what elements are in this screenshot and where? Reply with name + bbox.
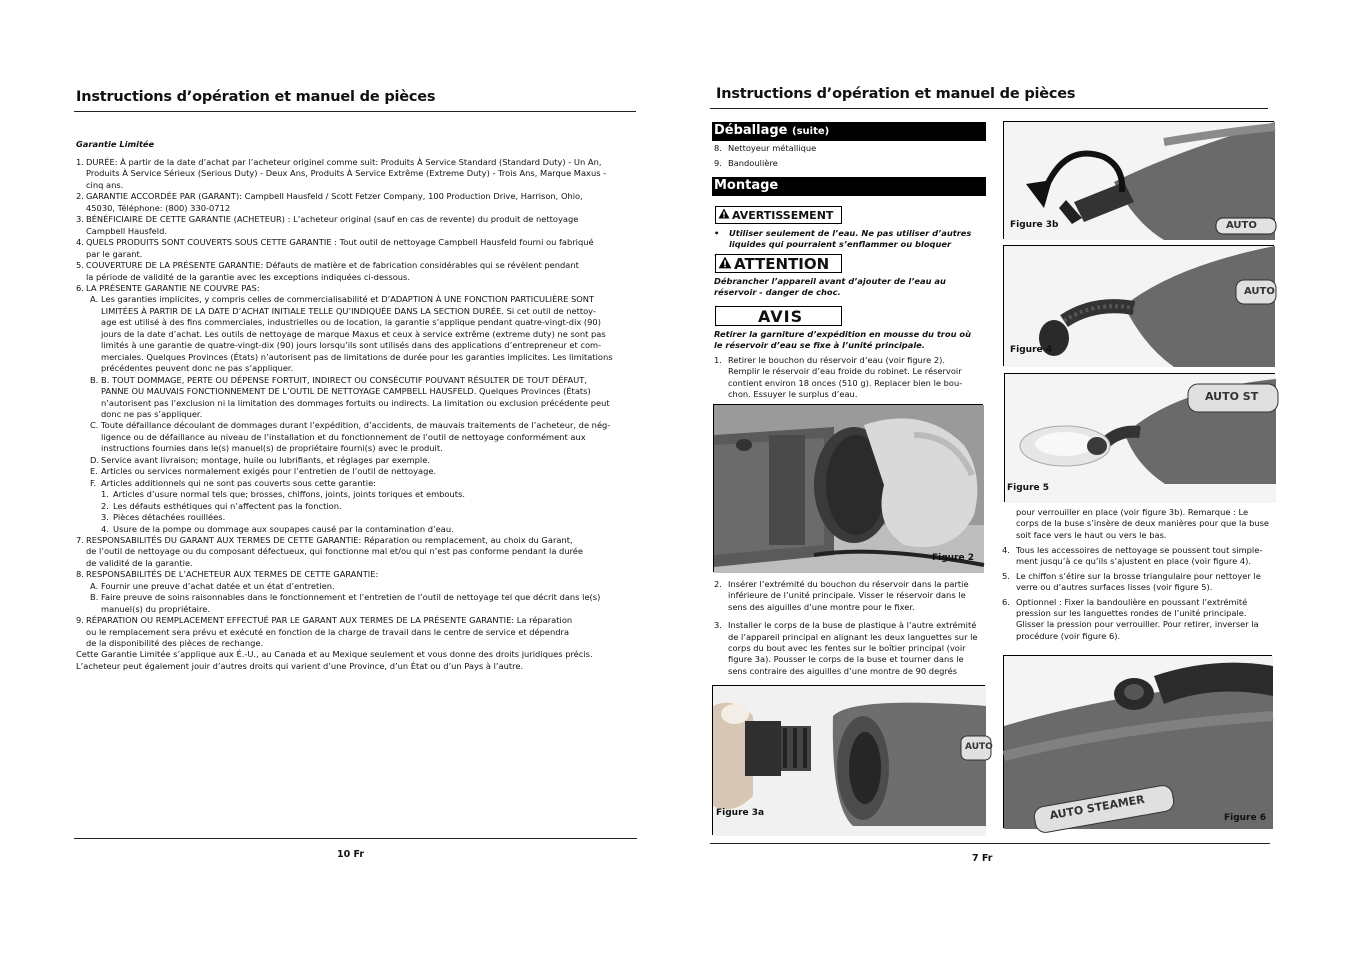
warranty-subitem: [76, 478, 636, 489]
step-item: [714, 158, 984, 169]
warranty-item-text-line: par le garant.: [86, 248, 143, 259]
avis-line: le réservoir d’eau se fixe à l’unité principale.: [714, 340, 925, 351]
warranty-subitem-text-line: précédentes peuvent donc ne pas s’appliquer.: [101, 363, 294, 374]
warranty-item-text: [86, 191, 636, 214]
warranty-subsubitem: [76, 489, 636, 500]
warning-triangle-icon: [718, 208, 730, 222]
warning-triangle-icon: [718, 255, 732, 273]
warranty-item-text-line: DURÉE: À partir de la date d’achat par l’acheteur originel comme suit: Produits À Service Standard (Standard Duty) - Un An,: [86, 157, 602, 167]
warranty-item-text-line: BÉNÉFICIAIRE DE CETTE GARANTIE (ACHETEUR) : L’acheteur original (sauf en cas de revente) du produit de nettoyage: [86, 214, 579, 225]
step-line: de l’appareil principal en alignant les deux languettes sur le: [728, 631, 978, 642]
step-text: [1016, 571, 1277, 594]
figure-4-caption: Figure 4: [1010, 345, 1053, 355]
warranty-subsubitem-number: 4.: [101, 523, 109, 534]
warranty-item-number: 2.: [76, 191, 84, 202]
step-text: [728, 355, 986, 401]
figure-6: [1003, 655, 1272, 828]
warranty-subitem-text-line: PANNE OU MAUVAIS FONCTIONNEMENT DE L’OUTIL DE NETTOYAGE CAMPBELL HAUSFELD. Quelques Provinces (États): [101, 386, 591, 397]
avis-box: [715, 306, 842, 326]
step-line: ment jusqu’à ce qu’ils s’ajustent en place (voir figure 4).: [1016, 556, 1251, 567]
warranty-subsubitem-text: Usure de la pompe ou dommage aux soupapes causé par la contamination d’eau.: [113, 523, 454, 534]
figure-5-caption: Figure 5: [1007, 483, 1050, 493]
warranty-subitem-text: [101, 375, 636, 421]
warranty-item-text-line: cinq ans.: [86, 179, 124, 190]
warranty-item-text: [86, 283, 636, 294]
figure-3b-brand: AUTO: [1226, 220, 1257, 231]
warranty-subitem-text-line: Service avant livraison; montage, huile ou lubrifiants, et réglages par exemple.: [101, 454, 430, 465]
figure-3b: [1003, 121, 1274, 239]
warranty-subitem-text-line: manuel(s) du propriétaire.: [101, 603, 210, 614]
step-number: 3.: [714, 620, 722, 631]
warranty-item: [76, 237, 636, 260]
step-item: [1002, 597, 1277, 643]
warranty-subitem-text-line: instructions fournies dans le(s) manuel(s) de propriétaire fourni(s) avec le produit.: [101, 443, 443, 454]
warranty-subitem: [76, 581, 636, 592]
warranty-item-text-line: la période de validité de la garantie avec les exceptions indiquées ci-dessous.: [86, 271, 410, 282]
warranty-item-text: [86, 237, 636, 260]
warranty-subitem: [76, 592, 636, 615]
step-line: Nettoyeur métallique: [728, 143, 817, 153]
warranty-subitem-letter: A.: [90, 580, 99, 591]
attention-label: ATTENTION: [734, 254, 830, 273]
warranty-item: [76, 615, 636, 649]
figure-4-brand: AUTO: [1244, 286, 1275, 297]
right-page-number: 7 Fr: [972, 853, 993, 864]
warranty-item: [76, 283, 636, 294]
deballage-suffix: (suite): [792, 126, 830, 137]
step-text: [1016, 597, 1277, 643]
deballage-list: [714, 143, 984, 170]
warranty-subitem-text-line: donc ne pas s’appliquer.: [101, 408, 203, 419]
warranty-subsubitem-number: 1.: [101, 489, 109, 500]
warranty-item-text-line: de la disponibilité des pièces de rechange.: [86, 638, 264, 649]
step-line: Insérer l’extrémité du bouchon du réservoir dans la partie: [728, 579, 969, 589]
warranty-item-text-line: LA PRÉSENTE GARANTIE NE COUVRE PAS:: [86, 282, 260, 293]
avertissement-text: [729, 228, 987, 251]
warranty-subsubitem: [76, 501, 636, 512]
warranty-subitem-text-line: jours de la date d’achat. Les outils de nettoyage de marque Maxus et ceux à service extrême (extreme duty) ne sont pas: [101, 328, 606, 339]
continuation-line: corps de la buse s’insère de deux manières pour que la buse: [1016, 518, 1270, 529]
warranty-subitem-text: [101, 466, 636, 477]
warranty-subitem-text-line: Faire preuve de soins raisonnables dans le fonctionnement et l’entretien de l’outil de nettoyage tel que décrit dans le(s): [101, 592, 601, 603]
step-line: Retirer le bouchon du réservoir d’eau (voir figure 2).: [728, 355, 945, 365]
figure-5: [1004, 373, 1275, 502]
warranty-item-text-line: de validité de la garantie.: [86, 557, 193, 568]
warranty-subitem-letter: B.: [90, 374, 99, 385]
attention-box: [715, 254, 842, 273]
warranty-subsubitem-text: Les défauts esthétiques qui n’affectent pas la fonction.: [113, 500, 342, 511]
figure-5-brand: AUTO ST: [1205, 390, 1259, 403]
right-bottom-rule: [710, 843, 1270, 844]
warranty-item-number: 6.: [76, 282, 84, 293]
warranty-subitem-text: [101, 581, 636, 592]
avis-text: [714, 329, 986, 352]
warranty-item: [76, 569, 636, 580]
warranty-subsubitem-text: Articles d’usure normal tels que; brosses, chiffons, joints, joints toriques et embouts.: [113, 489, 465, 500]
step-line: pression sur les languettes rondes de l’unité principale.: [1016, 608, 1247, 619]
continuation-line: soit face vers le haut ou vers le bas.: [1016, 529, 1167, 540]
avertissement-line: Utiliser seulement de l’eau. Ne pas utiliser d’autres: [729, 228, 972, 238]
warranty-subitem-text-line: limités à une garantie de quatre-vingt-dix (90) jours lorsqu’ils sont utilisés dans des applications d’entrepreneur et com-: [101, 340, 602, 351]
warranty-item-text: [86, 157, 636, 191]
avertissement-line: liquides qui pourraient s’enflammer ou bloquer: [729, 239, 952, 250]
step-line: Glisser la pression pour verrouiller. Pour retirer, inverser la: [1016, 619, 1259, 630]
warranty-subitem-text: [101, 478, 636, 489]
warranty-item-text-line: GARANTIE ACCORDÉE PAR (GARANT): Campbell Hausfeld / Scott Fetzer Company, 100 Production Drive, Harrison, Ohio,: [86, 191, 583, 202]
warranty-subsubitem-number: 2.: [101, 500, 109, 511]
warranty-subitem-text-line: n’autorisent pas l’exclusion ni la limitation des dommages fortuits ou indirects. La limitation ou exclusion précédente peut: [101, 397, 610, 408]
step-item: [1002, 571, 1277, 594]
step-line: verre ou d’autres surfaces lisses (voir figure 5).: [1016, 582, 1213, 593]
step-1: [714, 355, 986, 401]
figure-6-brand: AUTO STEAMER: [1048, 792, 1146, 823]
warranty-subsubitem: [76, 524, 636, 535]
step-number: 6.: [1002, 596, 1010, 607]
warranty-item-number: 5.: [76, 260, 84, 271]
step-text: [1016, 545, 1277, 568]
figure-2: [713, 404, 983, 572]
step-text: [728, 143, 984, 154]
warranty-item-number: 4.: [76, 237, 84, 248]
warranty-subitem-text-line: Les garanties implicites, y compris celles de commercialisabilité et D’ADAPTION À UNE FONCTION PARTICULIÈRE SONT: [101, 294, 595, 305]
warranty-item-text-line: Campbell Hausfeld.: [86, 225, 167, 236]
warranty-item-number: 7.: [76, 534, 84, 545]
warranty-subitem: [76, 466, 636, 477]
steps-2-3: [714, 579, 986, 677]
warranty-subitem-text-line: LIMITÉES À PARTIR DE LA DATE D’ACHAT INITIALE TELLE QU’INDIQUÉE DANS LA SECTION DURÉE. Si cet outil de nettoy-: [101, 305, 596, 316]
step-item: [714, 620, 986, 677]
warranty-item-text-line: de l’outil de nettoyage ou du composant défectueux, qui fonctionne mal et/ou qui n’est pas conforme pendant la durée: [86, 546, 584, 557]
warranty-item-text-line: ou le remplacement sera prévu et exécuté en fonction de la charge de travail dans le centre de service et dépendra: [86, 626, 570, 637]
step-line: figure 3a). Pousser le corps de la buse et tourner dans le: [728, 654, 964, 665]
step-line: sens des aiguilles d’une montre pour le fixer.: [728, 601, 915, 612]
warranty-heading: Garantie Limitée: [76, 139, 155, 149]
warranty-item-text-line: RESPONSABILITÉS DU GARANT AUX TERMES DE CETTE GARANTIE: Réparation ou remplacement, au choix du Garant,: [86, 534, 573, 545]
figure-2-caption: Figure 2: [931, 553, 974, 563]
warranty-subitem-text-line: merciales. Quelques Provinces (États) n’autorisent pas de limitations de durée pour les garanties implicites. Les limitations: [101, 351, 613, 362]
warranty-subitem-letter: B.: [90, 592, 99, 603]
step-line: sens contraire des aiguilles d’une montre de 90 degrés: [728, 665, 958, 676]
warranty-subitem-letter: F.: [90, 477, 97, 488]
warranty-item-number: 9.: [76, 615, 84, 626]
avis-line: Retirer la garniture d’expédition en mousse du trou où: [714, 329, 971, 339]
col2-continuation: [1016, 507, 1278, 541]
warranty-subsubitem: [76, 512, 636, 523]
step-text: [728, 579, 986, 613]
warranty-item-number: 8.: [76, 569, 84, 580]
warranty-closing-line: L’acheteur peut également jouir d’autres droits qui varient d’une Province, d’un État ou d’un Pays à l’autre.: [76, 660, 524, 671]
warranty-item: [76, 260, 636, 283]
warranty-subitem: [76, 294, 636, 374]
step-item: [714, 355, 986, 401]
warranty-item-text: [86, 615, 636, 649]
warranty-subitem: [76, 455, 636, 466]
warranty-subitem-text: [101, 294, 636, 374]
figure-6-caption: Figure 6: [1223, 813, 1266, 823]
step-text: [728, 620, 986, 677]
warranty-subitem-letter: C.: [90, 420, 99, 431]
attention-text: [714, 276, 986, 299]
warranty-subsubitem-number: 3.: [101, 512, 109, 523]
step-line: Optionnel : Fixer la bandoulière en poussant l’extrémité: [1016, 596, 1248, 607]
warranty-item-text-line: Produits À Service Sérieux (Serious Duty) - Deux Ans, Produits À Service Extrême (Extreme Duty) - Trois Ans, Marque Maxus -: [86, 168, 607, 179]
avertissement-box: [715, 206, 842, 224]
figure-3a: [712, 685, 993, 835]
figure-3b-caption: Figure 3b: [1010, 220, 1059, 230]
left-page-number: 10 Fr: [337, 849, 365, 860]
warranty-subitem-letter: A.: [90, 294, 99, 305]
warranty-subitem-text-line: B. TOUT DOMMAGE, PERTE OU DÉPENSE FORTUIT, INDIRECT OU CONSÉCUTIF POUVANT RÉSULTER DE TOUT DÉFAUT,: [101, 374, 587, 385]
warranty-item-number: 1.: [76, 157, 84, 167]
step-line: Installer le corps de la buse de plastique à l’autre extrémité: [728, 620, 977, 631]
step-number: 1.: [714, 355, 722, 365]
warranty-subitem-letter: E.: [90, 466, 98, 477]
step-number: 5.: [1002, 570, 1010, 581]
warranty-item-text: [86, 260, 636, 283]
warranty-subitem-text-line: ligence ou de défaillance au niveau de l’installation et du fonctionnement de l’outil de nettoyage conformément aux: [101, 431, 586, 442]
step-item: [1002, 545, 1277, 568]
warranty-subitem-text: [101, 592, 636, 615]
figure-4: [1003, 245, 1274, 366]
warranty-subitem-text: [101, 420, 636, 454]
warranty-subitem-text-line: Toute défaillance découlant de dommages durant l’expédition, d’accidents, de mauvais traitements de l’acheteur, de nég-: [101, 420, 611, 431]
avertissement-label: AVERTISSEMENT: [732, 208, 834, 222]
step-line: contient environ 18 onces (510 g). Replacer bien le bou-: [728, 377, 963, 388]
stray-mark: ‘: [714, 252, 717, 262]
step-text: [728, 158, 984, 169]
warranty-item-text: [86, 535, 636, 569]
warranty-body: [76, 157, 636, 672]
attention-line: réservoir - danger de choc.: [714, 287, 841, 298]
step-item: [714, 579, 986, 613]
left-page-title: Instructions d’opération et manuel de pièces: [76, 89, 436, 105]
warranty-subitem-text-line: Articles additionnels qui ne sont pas couverts sous cette garantie:: [101, 477, 376, 488]
right-page-title: Instructions d’opération et manuel de pièces: [716, 86, 1076, 102]
step-line: chon. Essuyer le surplus d’eau.: [728, 389, 858, 400]
warranty-item-text: [86, 214, 636, 237]
warranty-item-text-line: RÉPARATION OU REMPLACEMENT EFFECTUÉ PAR LE GARANT AUX TERMES DE LA PRÉSENTE GARANTIE: La réparation: [86, 615, 573, 626]
deballage-heading: [712, 122, 986, 141]
warranty-item-text-line: COUVERTURE DE LA PRÉSENTE GARANTIE: Défauts de matière et de fabrication considérables qui se révèlent pendant: [86, 260, 579, 271]
warranty-item-text-line: RESPONSABILITÉS DE L’ACHETEUR AUX TERMES DE CETTE GARANTIE:: [86, 569, 379, 580]
step-number: 9.: [714, 158, 722, 169]
warranty-item-text-line: 45030, Téléphone: (800) 330-0712: [86, 202, 231, 213]
step-line: corps du bout avec les fentes sur le boîtier principal (voir: [728, 643, 966, 654]
warranty-subitem-letter: D.: [90, 454, 100, 465]
avertissement-bullet: •: [714, 228, 720, 238]
warranty-subitem-text-line: age est utilisé à des fins commerciales, industrielles ou de location, la garantie s’applique pendant quatre-vingt-dix (90): [101, 317, 601, 328]
continuation-line: pour verrouiller en place (voir figure 3b). Remarque : Le: [1016, 507, 1249, 517]
step-number: 8.: [714, 143, 722, 153]
steps-4-6: [1002, 545, 1277, 642]
step-line: Bandoulière: [728, 158, 778, 169]
step-line: inférieure de l’unité principale. Visser le réservoir dans le: [728, 590, 966, 601]
warranty-item-text-line: QUELS PRODUITS SONT COUVERTS SOUS CETTE GARANTIE : Tout outil de nettoyage Campbell Hausfeld fourni ou fabriqué: [86, 237, 594, 248]
step-number: 4.: [1002, 545, 1010, 555]
avis-label: AVIS: [758, 306, 804, 326]
warranty-item: [76, 535, 636, 569]
warranty-subitem: [76, 375, 636, 421]
figure-3a-caption: Figure 3a: [716, 808, 765, 818]
step-line: Tous les accessoires de nettoyage se poussent tout simple-: [1016, 545, 1263, 555]
warranty-item-number: 3.: [76, 214, 84, 225]
attention-line: Débrancher l’appareil avant d’ajouter de l’eau au: [714, 276, 946, 286]
left-bottom-rule: [74, 838, 637, 839]
left-title-rule: [74, 111, 636, 112]
warranty-closing-line: Cette Garantie Limitée s’applique aux É.-U., au Canada et au Mexique seulement et vous donne des droits juridiques précis.: [76, 649, 593, 660]
warranty-subitem-text-line: Articles ou services normalement exigés pour l’entretien de l’outil de nettoyage.: [101, 466, 437, 477]
step-line: procédure (voir figure 6).: [1016, 630, 1121, 641]
step-line: Le chiffon s’étire sur la brosse triangulaire pour nettoyer le: [1016, 570, 1261, 581]
warranty-item: [76, 191, 636, 214]
warranty-subitem-text-line: Fournir une preuve d’achat datée et un état d’entretien.: [101, 580, 335, 591]
warranty-subitem: [76, 420, 636, 454]
right-title-rule: [710, 108, 1268, 109]
warranty-item: [76, 214, 636, 237]
deballage-heading-text: Déballage: [714, 123, 788, 138]
step-item: [714, 143, 984, 154]
montage-heading: Montage: [712, 177, 986, 196]
step-number: 2.: [714, 579, 722, 589]
figure-3a-brand: AUTO: [965, 742, 993, 752]
warranty-item-text: [86, 569, 636, 580]
step-line: Remplir le réservoir d’eau froide du robinet. Le réservoir: [728, 366, 962, 377]
warranty-item: [76, 157, 636, 191]
warranty-subsubitem-text: Pièces détachées rouillées.: [113, 512, 226, 523]
warranty-subitem-text: [101, 455, 636, 466]
